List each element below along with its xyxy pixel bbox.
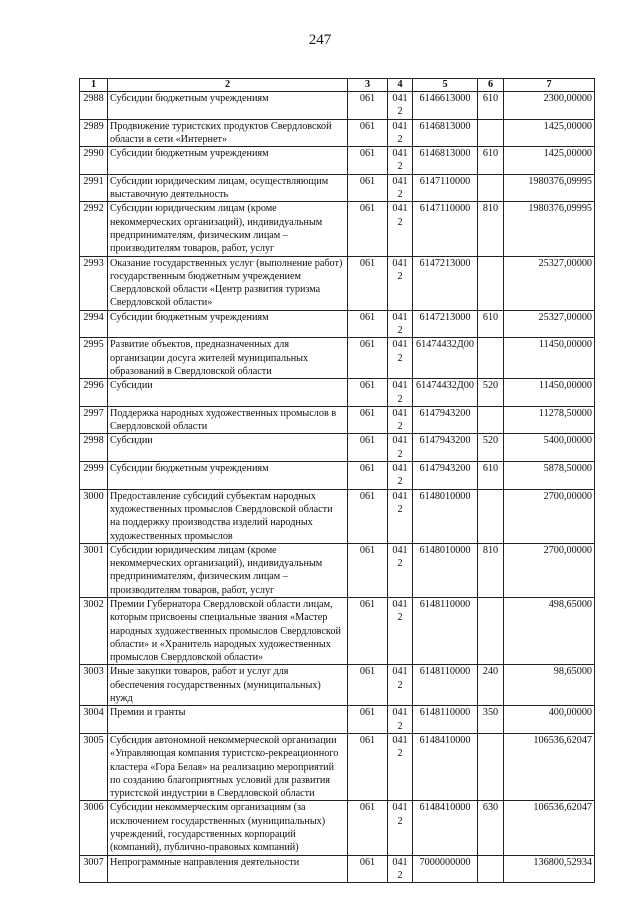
row-target-code: 6147110000 — [413, 202, 478, 256]
row-target-code: 6146613000 — [413, 92, 478, 120]
row-admin-code: 061 — [348, 733, 388, 800]
row-expense-type — [478, 489, 504, 543]
row-target-code: 6148410000 — [413, 801, 478, 855]
row-expense-type: 610 — [478, 462, 504, 490]
row-section-code: 0412 — [388, 706, 413, 734]
row-admin-code: 061 — [348, 489, 388, 543]
table-row — [80, 379, 595, 407]
row-amount: 400,00000 — [504, 706, 595, 734]
row-section-code: 0412 — [388, 174, 413, 202]
row-section-code: 0412 — [388, 665, 413, 706]
table-row — [80, 92, 595, 120]
column-header: 3 — [348, 79, 388, 92]
row-admin-code: 061 — [348, 801, 388, 855]
column-header: 4 — [388, 79, 413, 92]
table-header-row — [80, 79, 595, 92]
row-name: Субсидии бюджетным учреждениям — [108, 462, 348, 490]
table-row — [80, 310, 595, 338]
row-amount: 11278,50000 — [504, 406, 595, 434]
row-name: Субсидия автономной некоммерческой организации «Управляющая компания туристско-рекреационного кластера «Гора Белая» на реализацию мероприятий по созданию благоприятных условий для развития туристской индустрии в Свердловской области — [108, 733, 348, 800]
row-admin-code: 061 — [348, 92, 388, 120]
row-amount: 136800,52934 — [504, 855, 595, 883]
row-expense-type: 520 — [478, 434, 504, 462]
row-expense-type — [478, 256, 504, 310]
row-number: 2997 — [80, 406, 108, 434]
row-target-code: 61474432Д00 — [413, 379, 478, 407]
row-admin-code: 061 — [348, 379, 388, 407]
row-expense-type: 810 — [478, 543, 504, 597]
row-number: 2991 — [80, 174, 108, 202]
row-amount: 1980376,09995 — [504, 174, 595, 202]
row-section-code: 0412 — [388, 462, 413, 490]
row-amount: 5400,00000 — [504, 434, 595, 462]
row-admin-code: 061 — [348, 434, 388, 462]
column-header: 5 — [413, 79, 478, 92]
row-section-code: 0412 — [388, 202, 413, 256]
row-expense-type: 610 — [478, 147, 504, 175]
table-row — [80, 597, 595, 664]
row-number: 2992 — [80, 202, 108, 256]
row-expense-type — [478, 406, 504, 434]
row-amount: 98,65000 — [504, 665, 595, 706]
row-expense-type — [478, 338, 504, 379]
row-name: Субсидии бюджетным учреждениям — [108, 147, 348, 175]
row-name: Продвижение туристских продуктов Свердловской области в сети «Интернет» — [108, 119, 348, 147]
row-target-code: 6147943200 — [413, 462, 478, 490]
row-target-code: 6148110000 — [413, 597, 478, 664]
row-amount: 25327,00000 — [504, 310, 595, 338]
table-row — [80, 256, 595, 310]
row-expense-type — [478, 597, 504, 664]
row-amount: 1980376,09995 — [504, 202, 595, 256]
row-section-code: 0412 — [388, 597, 413, 664]
table-row — [80, 119, 595, 147]
row-section-code: 0412 — [388, 119, 413, 147]
row-number: 3001 — [80, 543, 108, 597]
row-expense-type — [478, 733, 504, 800]
row-target-code: 6148110000 — [413, 706, 478, 734]
row-section-code: 0412 — [388, 379, 413, 407]
row-amount: 2700,00000 — [504, 543, 595, 597]
table-row — [80, 489, 595, 543]
row-number: 2993 — [80, 256, 108, 310]
table-row — [80, 338, 595, 379]
table-row — [80, 174, 595, 202]
row-number: 3003 — [80, 665, 108, 706]
row-name: Субсидии бюджетным учреждениям — [108, 310, 348, 338]
row-number: 3007 — [80, 855, 108, 883]
row-amount: 5878,50000 — [504, 462, 595, 490]
row-expense-type — [478, 855, 504, 883]
row-name: Иные закупки товаров, работ и услуг для обеспечения государственных (муниципальных) нужд — [108, 665, 348, 706]
table-row — [80, 665, 595, 706]
column-header: 1 — [80, 79, 108, 92]
budget-table — [79, 78, 595, 883]
row-name: Непрограммные направления деятельности — [108, 855, 348, 883]
row-name: Субсидии бюджетным учреждениям — [108, 92, 348, 120]
row-expense-type — [478, 119, 504, 147]
row-number: 2990 — [80, 147, 108, 175]
row-name: Субсидии — [108, 379, 348, 407]
row-name: Оказание государственных услуг (выполнение работ) государственным бюджетным учреждением Свердловской области «Центр развития туризма Свердловской области» — [108, 256, 348, 310]
row-target-code: 6147213000 — [413, 310, 478, 338]
row-name: Предоставление субсидий субъектам народных художественных промыслов Свердловской области на поддержку производства изделий народных художественных промыслов — [108, 489, 348, 543]
row-section-code: 0412 — [388, 801, 413, 855]
row-section-code: 0412 — [388, 406, 413, 434]
row-amount: 2300,00000 — [504, 92, 595, 120]
row-number: 2995 — [80, 338, 108, 379]
row-admin-code: 061 — [348, 202, 388, 256]
row-section-code: 0412 — [388, 256, 413, 310]
row-section-code: 0412 — [388, 92, 413, 120]
row-admin-code: 061 — [348, 597, 388, 664]
row-target-code: 7000000000 — [413, 855, 478, 883]
row-admin-code: 061 — [348, 665, 388, 706]
row-name: Поддержка народных художественных промыслов в Свердловской области — [108, 406, 348, 434]
row-section-code: 0412 — [388, 543, 413, 597]
row-number: 3006 — [80, 801, 108, 855]
row-amount: 2700,00000 — [504, 489, 595, 543]
row-target-code: 6147943200 — [413, 434, 478, 462]
row-name: Субсидии юридическим лицам (кроме некоммерческих организаций), индивидуальным предпринимателям, физическим лицам – производителям товаров, работ, услуг — [108, 202, 348, 256]
row-amount: 106536,62047 — [504, 801, 595, 855]
row-amount: 1425,00000 — [504, 119, 595, 147]
row-amount: 498,65000 — [504, 597, 595, 664]
table-body — [80, 92, 595, 883]
row-amount: 11450,00000 — [504, 379, 595, 407]
row-target-code: 6147110000 — [413, 174, 478, 202]
row-target-code: 6147943200 — [413, 406, 478, 434]
row-name: Премии и гранты — [108, 706, 348, 734]
row-target-code: 6148110000 — [413, 665, 478, 706]
table-row — [80, 855, 595, 883]
row-target-code: 6148010000 — [413, 543, 478, 597]
row-section-code: 0412 — [388, 338, 413, 379]
row-amount: 11450,00000 — [504, 338, 595, 379]
row-expense-type: 240 — [478, 665, 504, 706]
row-amount: 106536,62047 — [504, 733, 595, 800]
row-admin-code: 061 — [348, 462, 388, 490]
row-expense-type: 610 — [478, 92, 504, 120]
row-expense-type — [478, 174, 504, 202]
row-number: 3004 — [80, 706, 108, 734]
row-name: Субсидии юридическим лицам, осуществляющим выставочную деятельность — [108, 174, 348, 202]
table-row — [80, 801, 595, 855]
row-number: 3002 — [80, 597, 108, 664]
row-target-code: 6146813000 — [413, 119, 478, 147]
row-admin-code: 061 — [348, 706, 388, 734]
row-number: 2994 — [80, 310, 108, 338]
table-row — [80, 462, 595, 490]
row-number: 2996 — [80, 379, 108, 407]
row-number: 3005 — [80, 733, 108, 800]
table-row — [80, 706, 595, 734]
row-admin-code: 061 — [348, 119, 388, 147]
row-number: 3000 — [80, 489, 108, 543]
row-expense-type: 630 — [478, 801, 504, 855]
row-target-code: 6148410000 — [413, 733, 478, 800]
row-name: Субсидии — [108, 434, 348, 462]
table-row — [80, 733, 595, 800]
row-section-code: 0412 — [388, 147, 413, 175]
row-target-code: 6146813000 — [413, 147, 478, 175]
row-amount: 25327,00000 — [504, 256, 595, 310]
row-section-code: 0412 — [388, 733, 413, 800]
table-row — [80, 147, 595, 175]
row-admin-code: 061 — [348, 855, 388, 883]
row-name: Субсидии юридическим лицам (кроме некоммерческих организаций), индивидуальным предпринимателям, физическим лицам – производителям товаров, работ, услуг — [108, 543, 348, 597]
row-name: Развитие объектов, предназначенных для организации досуга жителей муниципальных образований в Свердловской области — [108, 338, 348, 379]
row-admin-code: 061 — [348, 256, 388, 310]
row-section-code: 0412 — [388, 489, 413, 543]
row-admin-code: 061 — [348, 174, 388, 202]
table-row — [80, 202, 595, 256]
table-row — [80, 406, 595, 434]
row-name: Субсидии некоммерческим организациям (за исключением государственных (муниципальных) учреждений, государственных корпораций (компаний), публично-правовых компаний) — [108, 801, 348, 855]
row-admin-code: 061 — [348, 406, 388, 434]
row-number: 2998 — [80, 434, 108, 462]
row-admin-code: 061 — [348, 543, 388, 597]
table-row — [80, 543, 595, 597]
row-admin-code: 061 — [348, 147, 388, 175]
table-row — [80, 434, 595, 462]
row-number: 2999 — [80, 462, 108, 490]
row-name: Премии Губернатора Свердловской области лицам, которым присвоены специальные звания «Мастер народных художественных промыслов Свердловской области» и «Хранитель народных художественных промыслов Свердловской области» — [108, 597, 348, 664]
row-target-code: 6148010000 — [413, 489, 478, 543]
column-header: 2 — [108, 79, 348, 92]
row-section-code: 0412 — [388, 855, 413, 883]
row-admin-code: 061 — [348, 310, 388, 338]
row-number: 2989 — [80, 119, 108, 147]
row-target-code: 61474432Д00 — [413, 338, 478, 379]
row-expense-type: 810 — [478, 202, 504, 256]
row-section-code: 0412 — [388, 310, 413, 338]
column-header: 7 — [504, 79, 595, 92]
row-expense-type: 610 — [478, 310, 504, 338]
page-number: 247 — [308, 32, 332, 48]
row-target-code: 6147213000 — [413, 256, 478, 310]
row-amount: 1425,00000 — [504, 147, 595, 175]
column-header: 6 — [478, 79, 504, 92]
row-number: 2988 — [80, 92, 108, 120]
row-admin-code: 061 — [348, 338, 388, 379]
row-expense-type: 350 — [478, 706, 504, 734]
row-expense-type: 520 — [478, 379, 504, 407]
row-section-code: 0412 — [388, 434, 413, 462]
